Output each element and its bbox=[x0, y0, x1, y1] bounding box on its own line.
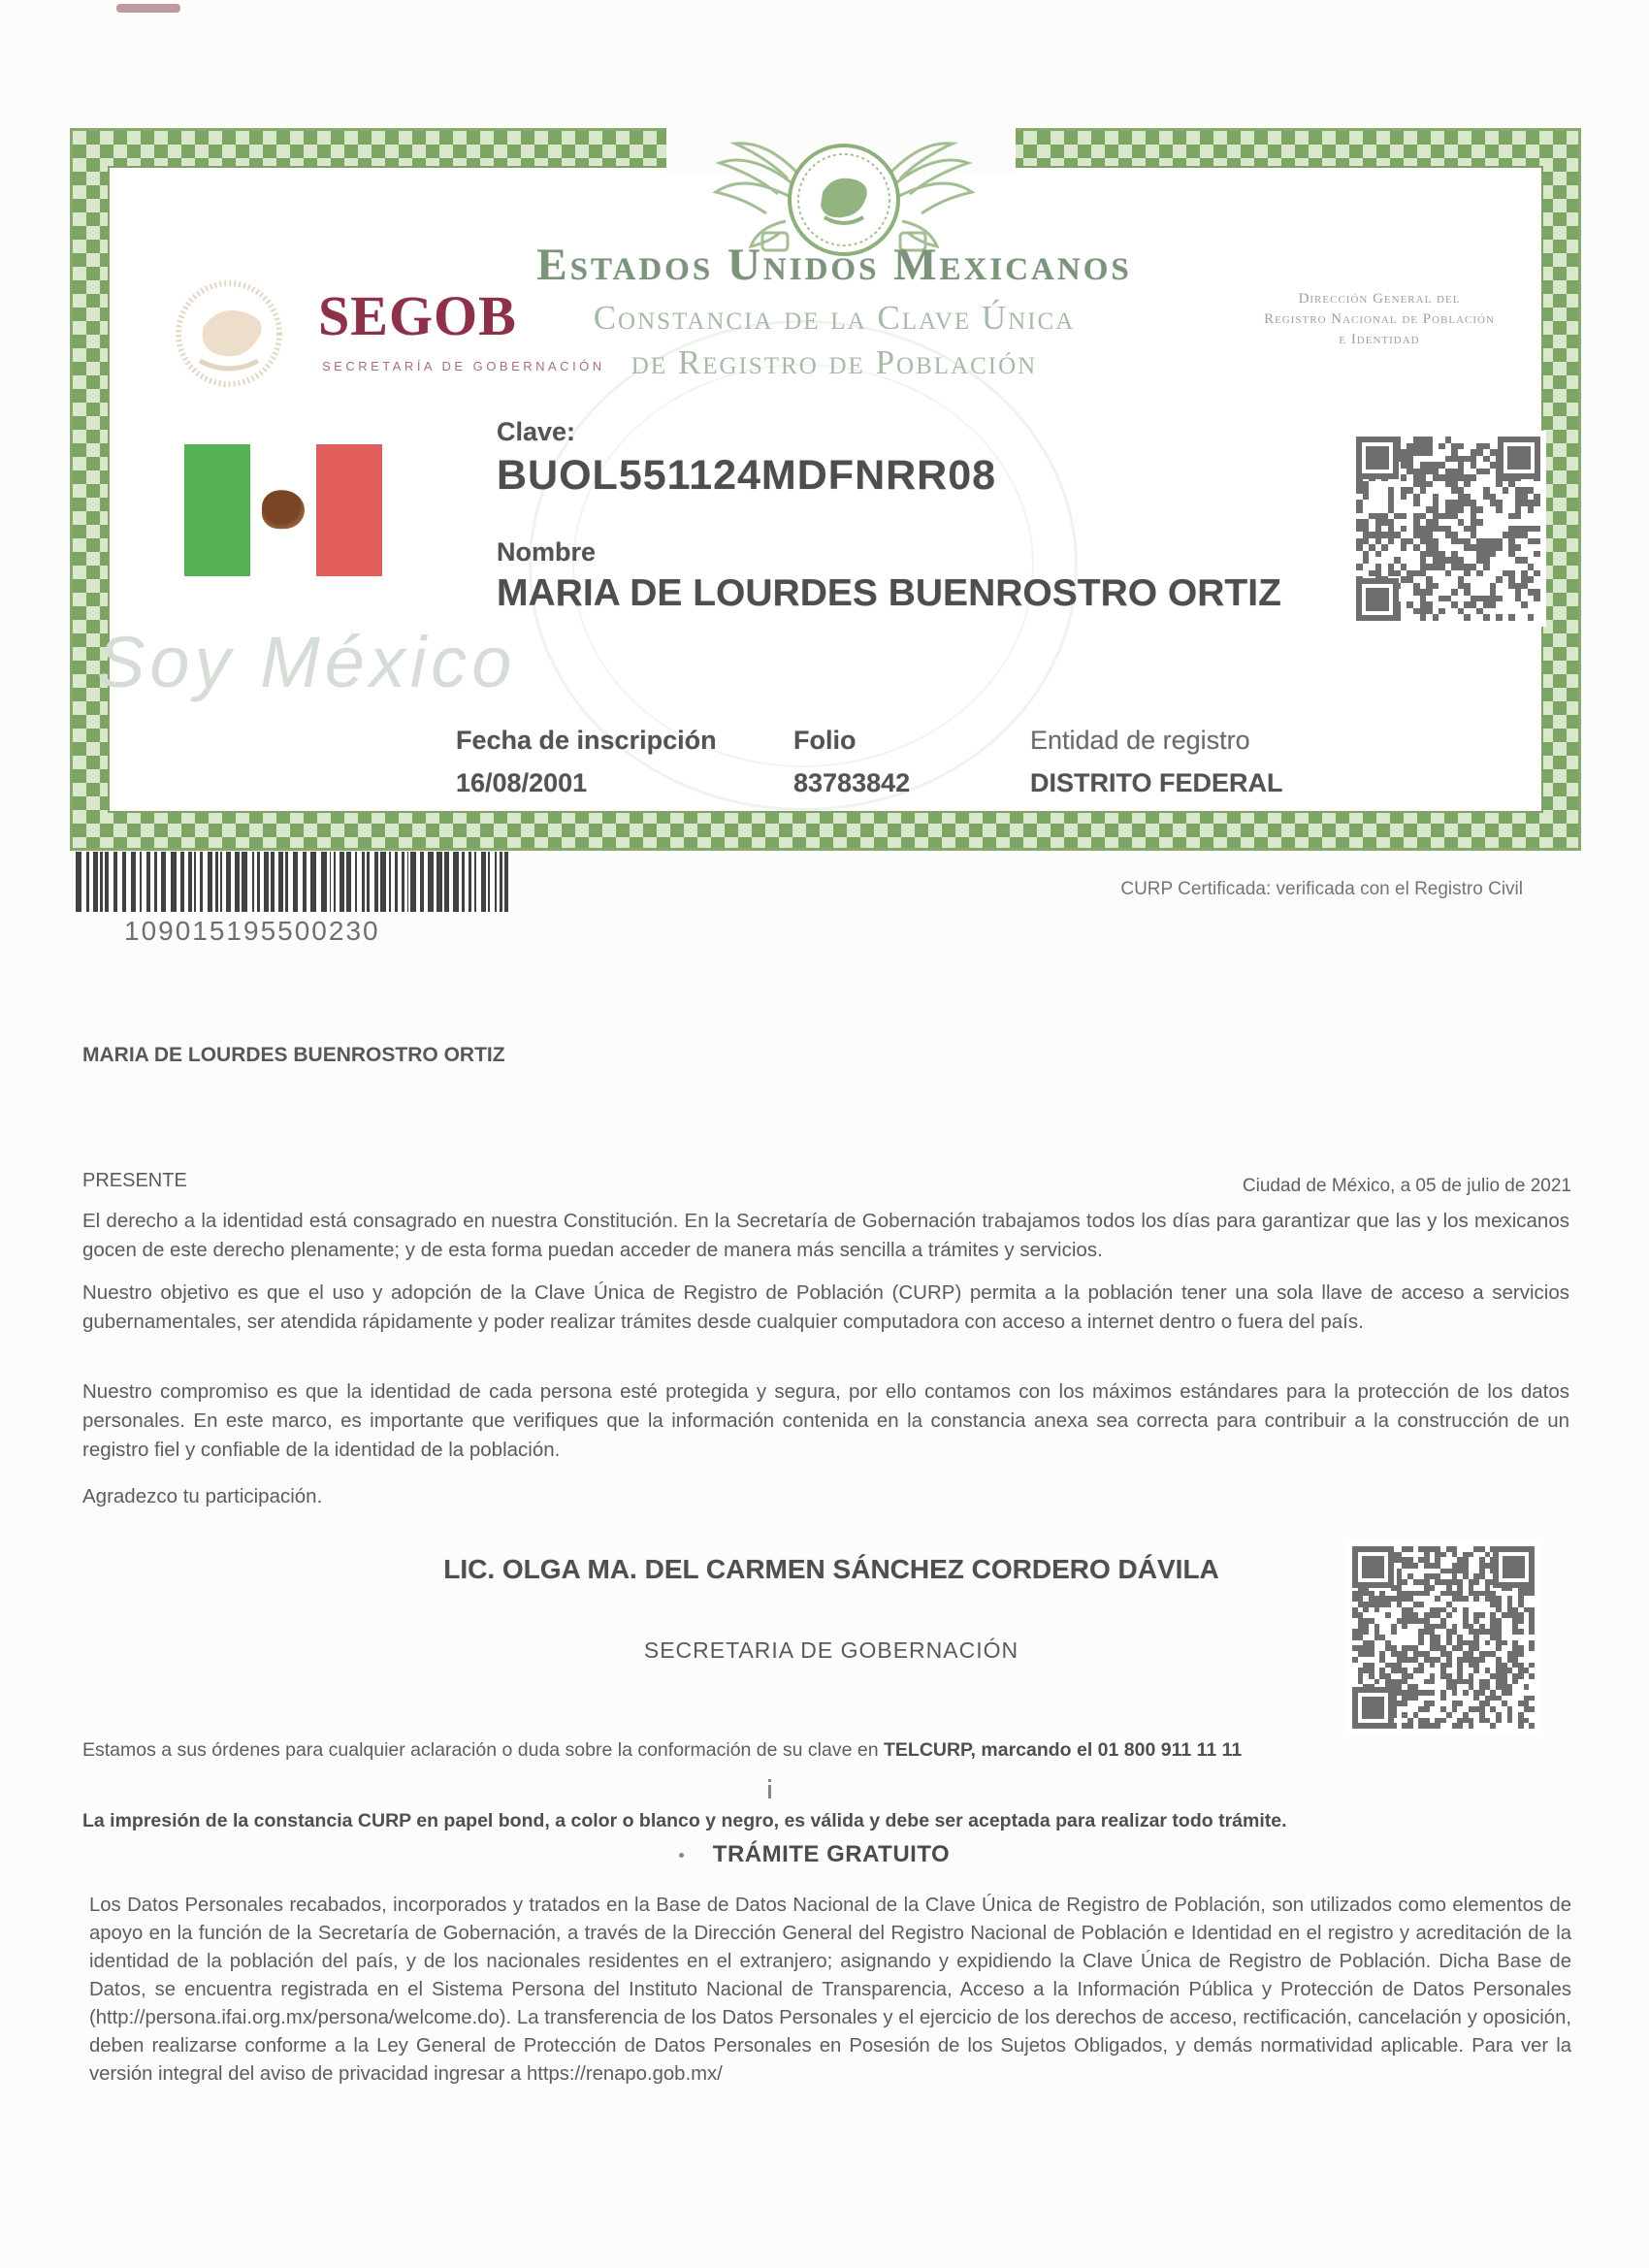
letter-paragraph-3: Nuestro compromiso es que la identidad de cada persona esté protegida y segura, por ello contamos con los máximos estándares para la protección de los datos personales. En este marco, es importante que verifiques que la información contenida en la constancia anexa sea correcta para contribuir a la construcción de un registro fiel y confiable de la identidad de la población. bbox=[82, 1380, 1569, 1461]
clave-label: Clave: bbox=[497, 417, 576, 446]
segob-seal-icon bbox=[144, 277, 314, 394]
print-validity-note: La impresión de la constancia CURP en papel bond, a color o blanco y negro, es válida y debe ser aceptada para realizar todo trámite. bbox=[82, 1810, 1287, 1831]
folio-value: 83783842 bbox=[793, 768, 911, 797]
signer-title: SECRETARIA DE GOBERNACIÓN bbox=[643, 1637, 1019, 1663]
qr-code-letter bbox=[1346, 1540, 1540, 1734]
direccion-line-3: e Identidad bbox=[1339, 332, 1420, 347]
barcode-number: 109015195500230 bbox=[124, 916, 380, 946]
nombre-label: Nombre bbox=[497, 537, 597, 567]
mexican-flag bbox=[184, 444, 382, 576]
barcode bbox=[76, 852, 510, 912]
fecha-inscripcion-value: 16/08/2001 bbox=[456, 768, 588, 797]
scan-artifact-stray-mark bbox=[768, 1785, 771, 1798]
letter-presente: PRESENTE bbox=[82, 1170, 187, 1191]
signer-name: LIC. OLGA MA. DEL CARMEN SÁNCHEZ CORDERO DÁVILA bbox=[443, 1554, 1219, 1584]
tramite-gratuito-title: TRÁMITE GRATUITO bbox=[712, 1841, 951, 1867]
direccion-general-block bbox=[1211, 289, 1548, 350]
folio-label: Folio bbox=[793, 726, 857, 755]
qr-code-certificate bbox=[1350, 431, 1546, 627]
flag-white-stripe bbox=[250, 444, 316, 576]
curp-certified-note: CURP Certificada: verificada con el Registro Civil bbox=[1120, 879, 1523, 899]
letter-paragraph-2: Nuestro objetivo es que el uso y adopción de la Clave Única de Registro de Población (CURP) permita a la población tener una sola llave de acceso a servicios gubernamentales, ser atendida rápidamente y poder realizar trámites desde cualquier computadora con acceso a internet dentro o fuera del país. bbox=[82, 1281, 1569, 1333]
flag-eagle-icon bbox=[262, 490, 305, 529]
nombre-value: MARIA DE LOURDES BUENROSTRO ORTIZ bbox=[497, 572, 1281, 614]
segob-logo-subtitle: SECRETARÍA DE GOBERNACIÓN bbox=[322, 359, 605, 373]
contact-line-bold: TELCURP, marcando el 01 800 911 11 11 bbox=[883, 1739, 1243, 1761]
entidad-registro-label: Entidad de registro bbox=[1030, 726, 1250, 755]
contact-line-normal: Estamos a sus órdenes para cualquier aclaración o duda sobre la conformación de su clave en bbox=[82, 1739, 884, 1761]
document-subtitle-line1: Constancia de la Clave Única bbox=[593, 299, 1076, 337]
document-title: Estados Unidos Mexicanos bbox=[536, 240, 1132, 290]
flag-red-stripe bbox=[316, 444, 382, 576]
direccion-line-2: Registro Nacional de Población bbox=[1264, 311, 1495, 327]
fecha-inscripcion-label: Fecha de inscripción bbox=[456, 726, 717, 755]
entidad-registro-value: DISTRITO FEDERAL bbox=[1030, 768, 1283, 797]
document-subtitle-line2: de Registro de Población bbox=[630, 343, 1038, 381]
letter-thanks: Agradezco tu participación. bbox=[82, 1485, 323, 1507]
letter-paragraph-1: El derecho a la identidad está consagrado en nuestra Constitución. En la Secretaría de Gobernación trabajamos todos los días para garantizar que las y los mexicanos gocen de este derecho plenamente; y de esta forma puedan acceder de manera más sencilla a trámites y servicios. bbox=[82, 1210, 1569, 1261]
letter-addressee: MARIA DE LOURDES BUENROSTRO ORTIZ bbox=[82, 1044, 505, 1066]
letter-dateline: Ciudad de México, a 05 de julio de 2021 bbox=[1242, 1176, 1571, 1196]
privacy-notice-paragraph: Los Datos Personales recabados, incorporados y tratados en la Base de Datos Nacional de la Clave Única de Registro de Población, son utilizados como elementos de apoyo en la función de la Secretaría de Gobernación, a través de la Dirección General del Registro Nacional de Población e Identidad en el registro y acreditación de la identidad de la población del país, y de los nacionales residentes en el extranjero; asignando y expidiendo la Clave Única de Registro de Población. Dicha Base de Datos, se encuentra registrada en el Sistema Persona del Instituto Nacional de Transparencia, Acceso a la Información Pública y Protección de Datos Personales (http://persona.ifai.org.mx/persona/welcome.do). La transferencia de los Datos Personales y el ejercicio de los derechos de acceso, rectificación, cancelación y oposición, deben realizarse conforme a la Ley General de Protección de Datos Personales en Posesión de los Sujetos Obligados, y demás normatividad aplicable. Para ver la versión integral del aviso de privacidad ingresar a https://renapo.gob.mx/ bbox=[89, 1895, 1571, 2085]
clave-value: BUOL551124MDFNRR08 bbox=[497, 452, 997, 499]
direccion-line-1: Dirección General del bbox=[1298, 291, 1461, 307]
segob-logo-text: SEGOB bbox=[318, 284, 517, 347]
flag-green-stripe bbox=[184, 444, 250, 576]
contact-line bbox=[82, 1739, 1343, 1762]
soy-mexico-watermark: Soy México bbox=[97, 622, 517, 702]
scan-artifact-smudge bbox=[116, 4, 180, 13]
